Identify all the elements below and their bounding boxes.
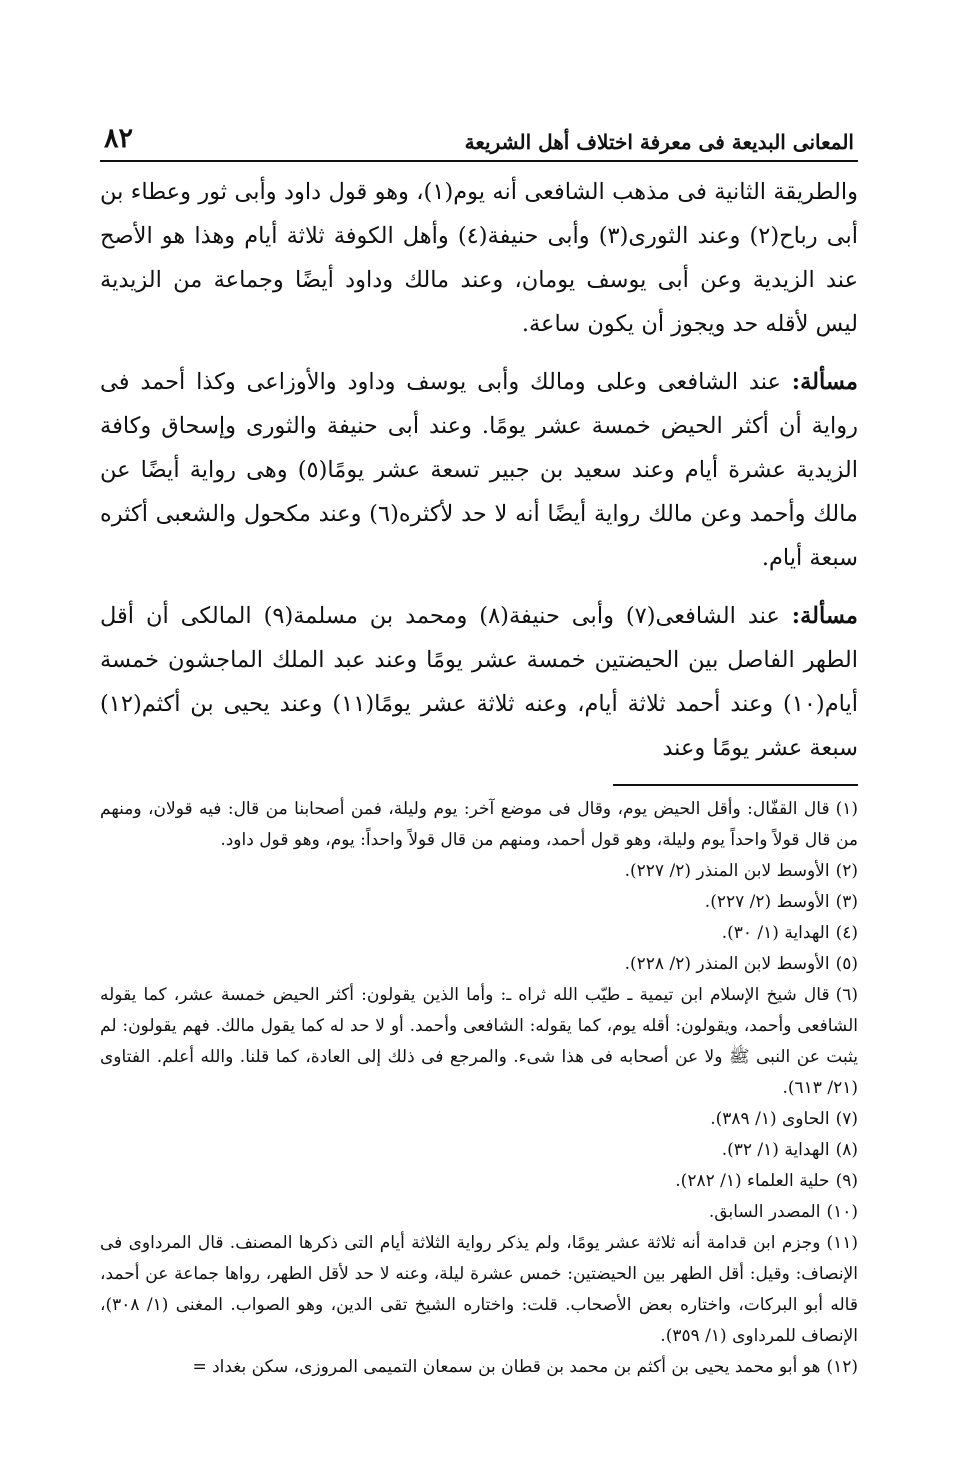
issue-label: مسألة:	[791, 603, 858, 629]
paragraph	[100, 170, 858, 346]
footnote-number: (٧)	[835, 1109, 858, 1129]
footnote-number: (٢)	[835, 861, 858, 881]
footnote	[100, 1135, 858, 1166]
paragraph-text: عند الشافعى وعلى ومالك وأبى يوسف وداود والأوزاعى وكذا أحمد فى رواية أن أكثر الحيض خمسة عشر يومًا. وعند أبى حنيفة والثورى وإسحاق وكافة الزيدية عشرة أيام وعند سعيد بن جبير تسعة عشر يومًا(٥) وهى رواية أيضًا عن مالك وأحمد وعن مالك رواية أيضًا أنه لا حد لأكثره(٦) وعند مكحول والشعبى أكثره سبعة أيام.	[100, 369, 858, 571]
footnote	[100, 1197, 858, 1228]
footnote-text: الأوسط (٢/ ٢٢٧).	[704, 892, 830, 912]
footnote	[100, 856, 858, 887]
footnote-number: (١١)	[826, 1233, 858, 1253]
issue-label: مسألة:	[791, 369, 858, 395]
paragraph-text: عند الشافعى(٧) وأبى حنيفة(٨) ومحمد بن مسلمة(٩) المالكى أن أقل الطهر الفاصل بين الحيضتين خمسة عشر يومًا وعند عبد الملك الماجشون خمسة أيام(١٠) وعند أحمد ثلاثة أيام، وعنه ثلاثة عشر يومًا(١١) وعند يحيى بن أكثم(١٢) سبعة عشر يومًا وعند	[100, 603, 858, 761]
footnote	[100, 1228, 858, 1352]
footnote	[100, 794, 858, 856]
footnote-text: وجزم ابن قدامة أنه ثلاثة عشر يومًا، ولم يذكر رواية الثلاثة أيام التى ذكرها المصنف. قال المرداوى فى الإنصاف: وقيل: أقل الطهر بين الحيضتين: خمس عشرة ليلة، وعنه لا حد لأقل الطهر، رواها جماعة عن أحمد، قاله أبو البركات، واختاره بعض الأصحاب. قلت: واختاره الشيخ تقى الدين، وهو الصواب. المغنى (١/ ٣٠٨)، الإنصاف للمرداوى (١/ ٣٥٩).	[100, 1233, 858, 1346]
footnote-text: الهداية (١/ ٣٢).	[721, 1140, 830, 1160]
footnote-number: (١٠)	[826, 1202, 858, 1222]
footnote-number: (٩)	[835, 1171, 858, 1191]
footnote-number: (١)	[835, 799, 858, 819]
footnote	[100, 1104, 858, 1135]
footnote-text: قال القفّال: وأقل الحيض يوم، وقال فى موضع آخر: يوم وليلة، فمن أصحابنا من قال: فيه قولان، ومنهم من قال قولاً واحداً يوم وليلة، وهو قول أحمد، ومنهم من قال قولاً واحداً: يوم، وهو قول داود.	[100, 799, 858, 850]
paragraph	[100, 594, 858, 770]
footnote-text: حلية العلماء (١/ ٢٨٢).	[675, 1171, 830, 1191]
page-number: ٨٢	[104, 123, 134, 154]
footnote-text: الحاوى (١/ ٣٨٩).	[710, 1109, 830, 1129]
running-title: المعانى البديعة فى معرفة اختلاف أهل الشريعة	[464, 130, 854, 154]
main-text	[100, 170, 858, 770]
footnote-number: (٨)	[835, 1140, 858, 1160]
footnote-text: الأوسط لابن المنذر (٢/ ٢٢٨).	[624, 954, 830, 974]
footnote	[100, 1352, 858, 1383]
footnote-number: (١٢)	[826, 1357, 858, 1377]
book-page	[100, 108, 858, 1383]
footnote-number: (٤)	[835, 923, 858, 943]
page-header	[100, 108, 858, 162]
footnote	[100, 949, 858, 980]
footnote-number: (٥)	[835, 954, 858, 974]
footnote-number: (٦)	[835, 985, 858, 1005]
footnote-text: هو أبو محمد يحيى بن أكثم بن محمد بن قطان بن سمعان التميمى المروزى، سكن بغداد =	[192, 1357, 821, 1377]
footnote	[100, 918, 858, 949]
footnote-text: قال شيخ الإسلام ابن تيمية ـ طيّب الله ثراه ـ: وأما الذين يقولون: أكثر الحيض خمسة عشر، كما يقوله الشافعى وأحمد، ويقولون: أقله يوم، كما يقوله: الشافعى وأحمد. أو لا حد له كما يقول مالك. فهم يقولون: لم يثبت عن النبى ﷺ ولا عن أصحابه فى هذا شىء. والمرجع فى ذلك إلى العادة، كما قلنا. والله أعلم. الفتاوى (٢١/ ٦١٣).	[100, 985, 858, 1098]
footnote-number: (٣)	[835, 892, 858, 912]
footnote	[100, 887, 858, 918]
paragraph	[100, 360, 858, 580]
footnote	[100, 1166, 858, 1197]
paragraph-text: والطريقة الثانية فى مذهب الشافعى أنه يوم(١)، وهو قول داود وأبى ثور وعطاء بن أبى رباح(٢) وعند الثورى(٣) وأبى حنيفة(٤) وأهل الكوفة ثلاثة أيام وهذا هو الأصح عند الزيدية وعن أبى يوسف يومان، وعند مالك وداود أيضًا وجماعة من الزيدية ليس لأقله حد ويجوز أن يكون ساعة.	[100, 179, 858, 337]
footnote-text: الأوسط لابن المنذر (٢/ ٢٢٧).	[624, 861, 830, 881]
footnote-text: الهداية (١/ ٣٠).	[721, 923, 830, 943]
footnote-separator	[613, 784, 858, 786]
footnote	[100, 980, 858, 1104]
footnote-text: المصدر السابق.	[708, 1202, 821, 1222]
footnotes	[100, 794, 858, 1383]
